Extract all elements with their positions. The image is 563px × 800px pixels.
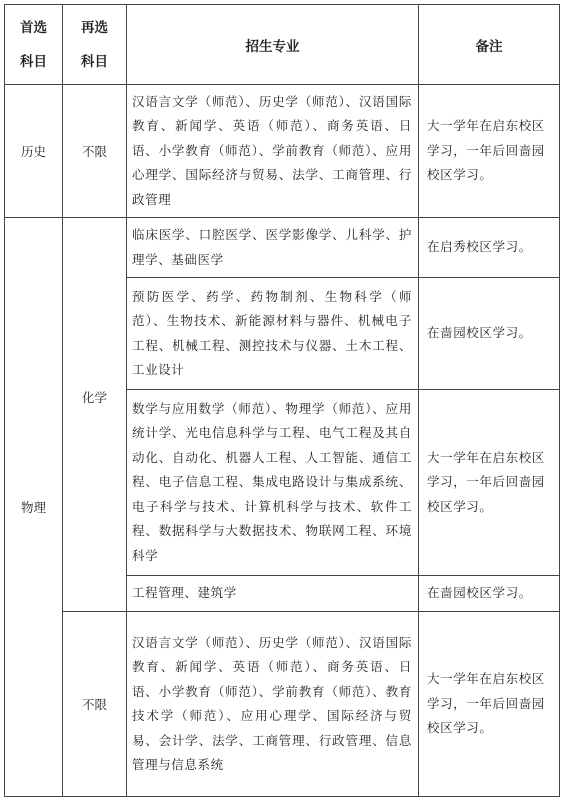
second-subject-cell: 化学: [63, 218, 127, 612]
first-subject-cell: 历史: [5, 85, 63, 218]
table-row: [5, 612, 560, 797]
header-second-subject: [63, 5, 127, 85]
majors-cell: 汉语言文学（师范）、历史学（师范）、汉语国际教育、新闻学、英语（师范）、商务英语、日语、小学教育（师范）、学前教育（师范）、应用心理学、国际经济与贸易、法学、工商管理、行政管理: [127, 85, 419, 218]
header-second-subject-line2: 科目: [81, 53, 108, 70]
header-second-subject-line1: 再选: [81, 19, 108, 36]
table-header-row: [5, 5, 560, 85]
header-first-subject-line2: 科目: [20, 53, 47, 70]
second-subject-cell: 不限: [63, 612, 127, 797]
majors-cell: 汉语言文学（师范）、历史学（师范）、汉语国际教育、新闻学、英语（师范）、商务英语、日语、小学教育（师范）、学前教育（师范）、教育技术学（师范）、应用心理学、国际经济与贸易、会计学、法学、工商管理、行政管理、信息管理与信息系统: [127, 612, 419, 797]
majors-cell: 工程管理、建筑学: [127, 576, 419, 612]
first-subject-cell: 物理: [5, 218, 63, 797]
admission-table: [4, 4, 560, 797]
header-first-subject: [5, 5, 63, 85]
header-majors: 招生专业: [127, 5, 419, 85]
note-cell: 大一学年在启东校区学习，一年后回啬园校区学习。: [419, 85, 560, 218]
note-cell: 大一学年在启东校区学习，一年后回啬园校区学习。: [419, 390, 560, 576]
note-cell: 在啬园校区学习。: [419, 278, 560, 390]
header-first-subject-line1: 首选: [20, 19, 47, 36]
header-notes: 备注: [419, 5, 560, 85]
majors-cell: 临床医学、口腔医学、医学影像学、儿科学、护理学、基础医学: [127, 218, 419, 278]
majors-cell: 数学与应用数学（师范）、物理学（师范）、应用统计学、光电信息科学与工程、电气工程及其自动化、自动化、机器人工程、人工智能、通信工程、电子信息工程、集成电路设计与集成系统、电子科学与技术、计算机科学与技术、软件工程、数据科学与大数据技术、物联网工程、环境科学: [127, 390, 419, 576]
second-subject-cell: 不限: [63, 85, 127, 218]
table-row: [5, 218, 560, 278]
table-row: [5, 85, 560, 218]
note-cell: 大一学年在启东校区学习，一年后回啬园校区学习。: [419, 612, 560, 797]
note-cell: 在启秀校区学习。: [419, 218, 560, 278]
note-cell: 在啬园校区学习。: [419, 576, 560, 612]
majors-cell: 预防医学、药学、药物制剂、生物科学（师范）、生物技术、新能源材料与器件、机械电子工程、机械工程、测控技术与仪器、土木工程、工业设计: [127, 278, 419, 390]
